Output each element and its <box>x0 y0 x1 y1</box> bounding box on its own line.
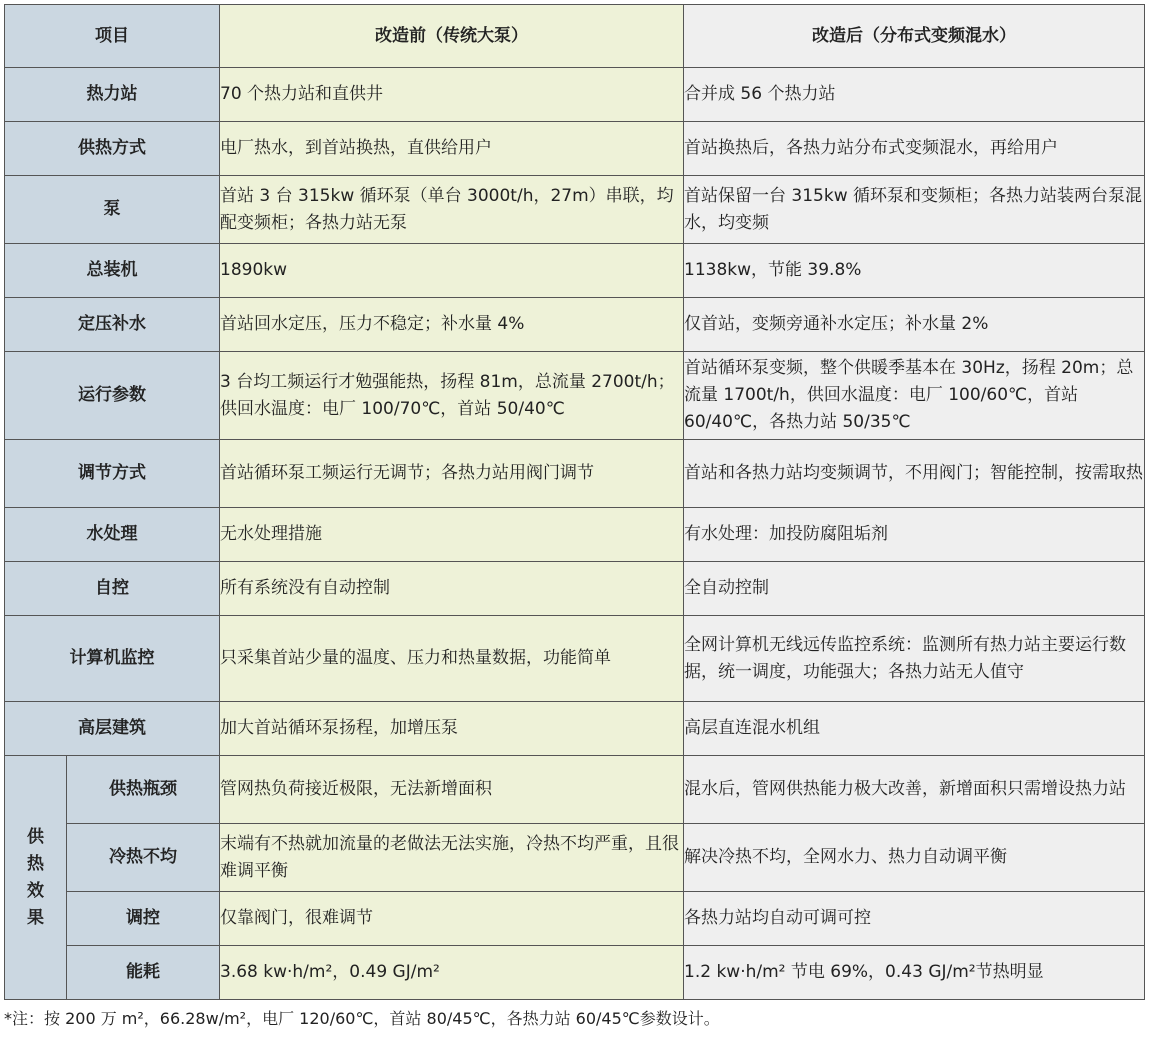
group-label-char: 果 <box>27 907 44 928</box>
before-cell: 首站 3 台 315kw 循环泵（单台 3000t/h，27m）串联，均配变频柜；各热力站无泵 <box>220 176 684 244</box>
table-row <box>5 122 1145 176</box>
table-row <box>5 298 1145 352</box>
before-cell: 3.68 kw·h/m²，0.49 GJ/m² <box>220 946 684 1000</box>
before-cell: 末端有不热就加流量的老做法无法实施，冷热不均严重，且很难调平衡 <box>220 824 684 892</box>
table-row <box>5 68 1145 122</box>
table-row <box>5 616 1145 702</box>
before-cell: 无水处理措施 <box>220 508 684 562</box>
before-cell: 所有系统没有自动控制 <box>220 562 684 616</box>
after-cell: 1138kw，节能 39.8% <box>684 244 1145 298</box>
group-label-char: 供 <box>27 826 44 847</box>
header-before: 改造前（传统大泵） <box>220 5 684 68</box>
group-label-char: 热 <box>27 853 44 874</box>
table-row <box>5 946 1145 1000</box>
after-cell: 混水后，管网供热能力极大改善，新增面积只需增设热力站 <box>684 756 1145 824</box>
before-cell: 仅靠阀门，很难调节 <box>220 892 684 946</box>
row-label: 运行参数 <box>5 352 220 440</box>
row-label: 总装机 <box>5 244 220 298</box>
comparison-table <box>4 4 1145 1000</box>
table-row <box>5 440 1145 508</box>
after-cell: 仅首站，变频旁通补水定压；补水量 2% <box>684 298 1145 352</box>
table-row <box>5 176 1145 244</box>
row-label: 定压补水 <box>5 298 220 352</box>
after-cell: 首站和各热力站均变频调节，不用阀门；智能控制，按需取热 <box>684 440 1145 508</box>
before-cell: 1890kw <box>220 244 684 298</box>
row-label: 高层建筑 <box>5 702 220 756</box>
before-cell: 只采集首站少量的温度、压力和热量数据，功能简单 <box>220 616 684 702</box>
row-label: 调控 <box>67 892 220 946</box>
after-cell: 解决冷热不均，全网水力、热力自动调平衡 <box>684 824 1145 892</box>
row-label: 冷热不均 <box>67 824 220 892</box>
table-row <box>5 756 1145 824</box>
row-label: 泵 <box>5 176 220 244</box>
after-cell: 首站换热后，各热力站分布式变频混水，再给用户 <box>684 122 1145 176</box>
row-label: 供热方式 <box>5 122 220 176</box>
row-label: 水处理 <box>5 508 220 562</box>
after-cell: 合并成 56 个热力站 <box>684 68 1145 122</box>
row-label: 自控 <box>5 562 220 616</box>
row-label: 热力站 <box>5 68 220 122</box>
after-cell: 全自动控制 <box>684 562 1145 616</box>
after-cell: 1.2 kw·h/m² 节电 69%，0.43 GJ/m²节热明显 <box>684 946 1145 1000</box>
after-cell: 首站循环泵变频，整个供暖季基本在 30Hz，扬程 20m；总流量 1700t/h，供回水温度：电厂 100/60℃，首站 60/40℃，各热力站 50/35℃ <box>684 352 1145 440</box>
header-after: 改造后（分布式变频混水） <box>684 5 1145 68</box>
before-cell: 加大首站循环泵扬程，加增压泵 <box>220 702 684 756</box>
after-cell: 首站保留一台 315kw 循环泵和变频柜；各热力站装两台泵混水，均变频 <box>684 176 1145 244</box>
before-cell: 管网热负荷接近极限，无法新增面积 <box>220 756 684 824</box>
table-row <box>5 892 1145 946</box>
group-label-heating-effect <box>5 756 67 1000</box>
after-cell: 各热力站均自动可调可控 <box>684 892 1145 946</box>
header-row <box>5 5 1145 68</box>
table-row <box>5 702 1145 756</box>
row-label: 能耗 <box>67 946 220 1000</box>
after-cell: 全网计算机无线远传监控系统：监测所有热力站主要运行数据，统一调度，功能强大；各热力站无人值守 <box>684 616 1145 702</box>
row-label: 计算机监控 <box>5 616 220 702</box>
table-row <box>5 824 1145 892</box>
before-cell: 3 台均工频运行才勉强能热，扬程 81m，总流量 2700t/h；供回水温度：电厂 100/70℃，首站 50/40℃ <box>220 352 684 440</box>
table-row <box>5 244 1145 298</box>
before-cell: 首站循环泵工频运行无调节；各热力站用阀门调节 <box>220 440 684 508</box>
group-label-char: 效 <box>27 880 44 901</box>
row-label: 供热瓶颈 <box>67 756 220 824</box>
table-row <box>5 508 1145 562</box>
after-cell: 高层直连混水机组 <box>684 702 1145 756</box>
footnote: *注：按 200 万 m²，66.28w/m²，电厂 120/60℃，首站 80/45℃，各热力站 60/45℃参数设计。 <box>4 1009 720 1028</box>
after-cell: 有水处理：加投防腐阻垢剂 <box>684 508 1145 562</box>
header-item: 项目 <box>5 5 220 68</box>
table-row <box>5 562 1145 616</box>
before-cell: 电厂热水，到首站换热，直供给用户 <box>220 122 684 176</box>
before-cell: 首站回水定压，压力不稳定；补水量 4% <box>220 298 684 352</box>
row-label: 调节方式 <box>5 440 220 508</box>
comparison-table-wrapper <box>4 4 1145 1000</box>
before-cell: 70 个热力站和直供井 <box>220 68 684 122</box>
table-row <box>5 352 1145 440</box>
